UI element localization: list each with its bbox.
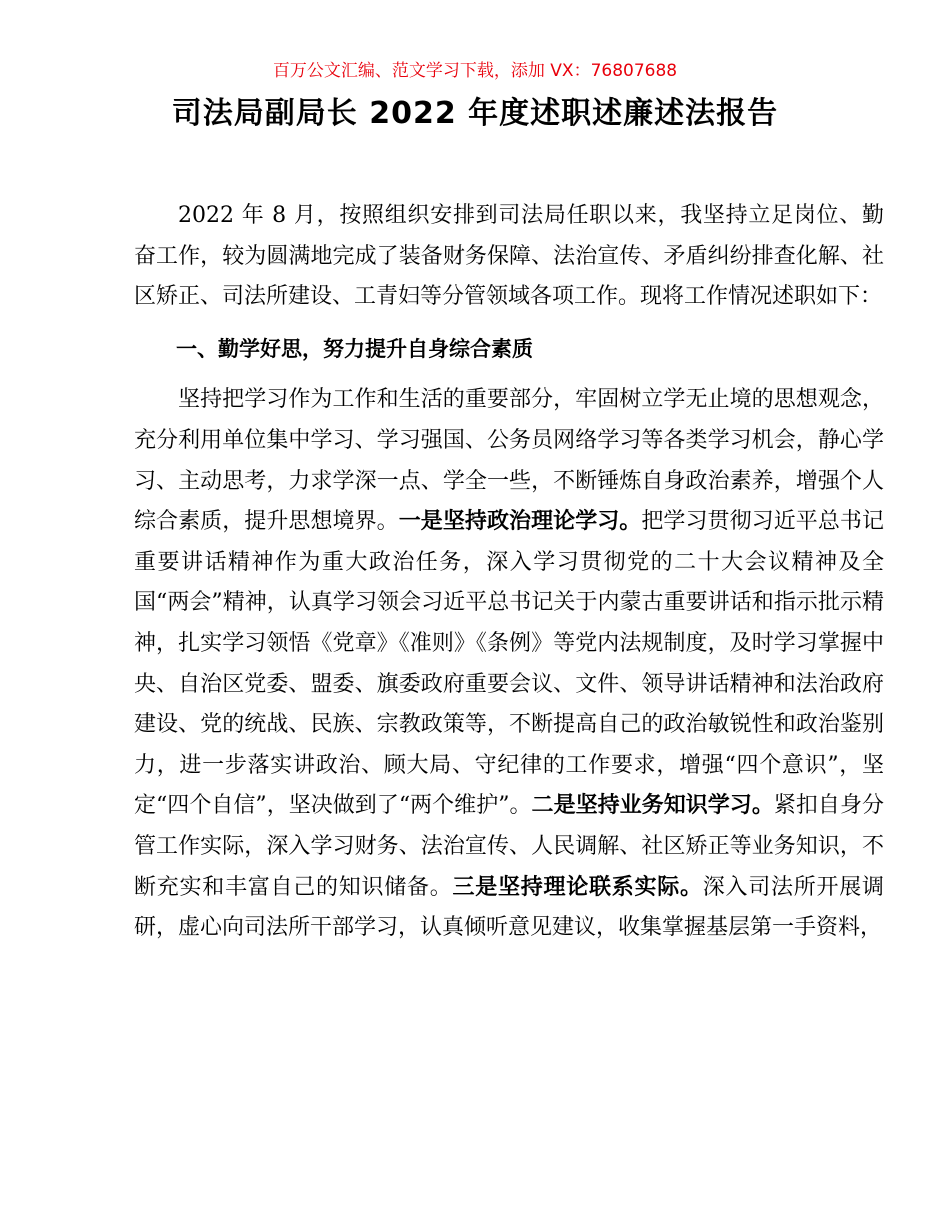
paragraph-text: 深入司法所开展调研，虚心向司法所干部学习，认真倾听意见建议，收集掌握基层第一手资料，	[134, 874, 884, 941]
bold-point-3: 三是坚持理论联系实际。	[452, 874, 703, 900]
paragraph-text: 紧扣自身分管工作实际，深入学习财务、法治宣传、人民调解、社区矫正等业务知识，不断充实和丰富自己的知识储备。	[134, 793, 884, 900]
bold-point-1: 一是坚持政治理论学习。	[398, 509, 642, 535]
document-body	[134, 196, 884, 949]
section-heading: 一、勤学好思，努力提升自身综合素质	[176, 336, 533, 361]
paragraph-text: 坚持把学习作为工作和生活的重要部分，牢固树立学无止境的思想观念，充分利用单位集中学习、学习强国、公务员网络学习等各类学习机会，静心学习、主动思考，力求学深一点、学全一些，不断锤炼自身政治素养，增强个人综合素质，提升思想境界。	[134, 387, 884, 535]
bold-point-2: 二是坚持业务知识学习。	[531, 793, 774, 819]
document-title: 司法局副局长 2022 年度述职述廉述法报告	[171, 96, 779, 131]
intro-paragraph: 2022 年 8 月，按照组织安排到司法局任职以来，我坚持立足岗位、勤奋工作，较为圆满地完成了装备财务保障、法治宣传、矛盾纠纷排查化解、社区矫正、司法所建设、工青妇等分管领域各项工作。现将工作情况述职如下：	[134, 203, 884, 310]
promo-banner: 百万公文汇编、范文学习下载，添加 VX：76807688	[272, 61, 678, 81]
study-paragraph	[134, 380, 884, 948]
paragraph-text: 把学习贯彻习近平总书记重要讲话精神作为重大政治任务，深入学习贯彻党的二十大会议精神及全国“两会”精神，认真学习领会习近平总书记关于内蒙古重要讲话和指示批示精神，扎实学习领悟《党章》《准则》《条例》等党内法规制度，及时学习掌握中央、自治区党委、盟委、旗委政府重要会议、文件、领导讲话精神和法治政府建设、党的统战、民族、宗教政策等，不断提高自己的政治敏锐性和政治鉴别力，进一步落实讲政治、顾大局、守纪律的工作要求，增强“四个意识”，坚定“四个自信”，坚决做到了“两个维护”。	[134, 509, 884, 819]
